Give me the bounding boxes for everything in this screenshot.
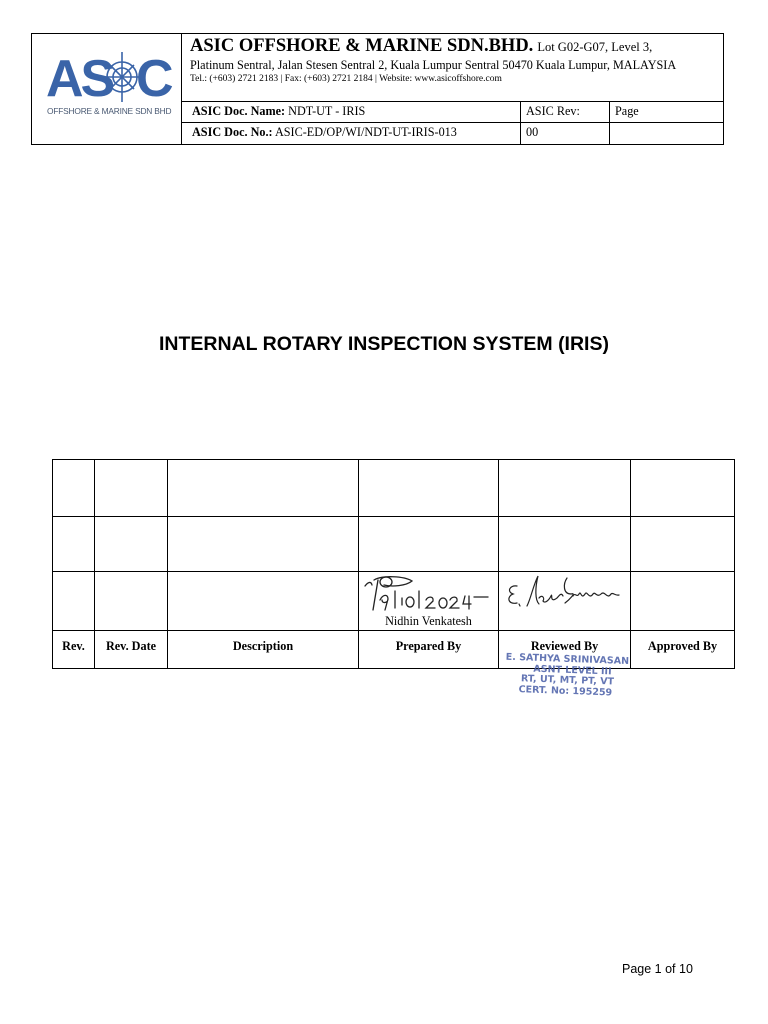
stamp-line: CERT. No: 195259 <box>518 683 613 698</box>
table-cell <box>53 572 95 631</box>
table-cell <box>95 517 168 572</box>
col-header-approved-by: Approved By <box>631 631 735 669</box>
col-header-prepared-by: Prepared By <box>359 631 499 669</box>
table-cell <box>168 517 359 572</box>
table-cell <box>53 460 95 517</box>
header-divider <box>609 101 610 144</box>
rev-value: 00 <box>526 125 539 139</box>
table-cell <box>95 460 168 517</box>
doc-no-field <box>192 125 457 140</box>
doc-name-field <box>192 104 365 119</box>
table-cell <box>631 572 735 631</box>
table-cell <box>499 460 631 517</box>
doc-no-value: ASIC-ED/OP/WI/NDT-UT-IRIS-013 <box>274 125 457 139</box>
table-cell <box>631 517 735 572</box>
header-divider <box>182 122 723 123</box>
table-cell <box>631 460 735 517</box>
address-line1: Lot G02-G07, Level 3, <box>537 40 653 54</box>
asic-logo-icon <box>44 44 174 106</box>
col-header-description: Description <box>168 631 359 669</box>
prepared-by-name: Nidhin Venkatesh <box>385 614 472 628</box>
document-header <box>31 33 724 145</box>
page-label: Page <box>615 104 639 118</box>
header-divider <box>520 101 521 144</box>
header-divider <box>182 101 723 102</box>
stamp-line: ASNT LEVEL III <box>533 663 612 677</box>
company-name: ASIC OFFSHORE & MARINE SDN.BHD. <box>190 36 534 56</box>
table-cell <box>168 572 359 631</box>
doc-name-label: ASIC Doc. Name: <box>192 104 286 118</box>
revision-table <box>52 459 735 669</box>
col-header-rev: Rev. <box>53 631 95 669</box>
page-number: Page 1 of 10 <box>622 962 693 976</box>
table-row <box>53 460 735 517</box>
col-header-reviewed-by: Reviewed By <box>499 631 631 669</box>
logo-tagline: OFFSHORE & MARINE SDN BHD <box>47 106 172 116</box>
company-logo <box>32 34 182 144</box>
doc-name-value: NDT-UT - IRIS <box>288 104 366 118</box>
col-header-rev-date: Rev. Date <box>95 631 168 669</box>
stamp-line: E. SATHYA SRINIVASAN <box>505 651 630 668</box>
reviewed-by-signature <box>505 570 623 612</box>
doc-no-label: ASIC Doc. No.: <box>192 125 273 139</box>
address-line2: Platinum Sentral, Jalan Stesen Sentral 2, Kuala Lumpur Sentral 50470 Kuala Lumpur, MALAYSIA <box>190 58 677 72</box>
table-row <box>53 517 735 572</box>
logo-letters-as: AS <box>46 50 113 106</box>
stamp-line: RT, UT, MT, PT, VT <box>520 673 615 688</box>
table-cell <box>359 517 499 572</box>
table-cell <box>95 572 168 631</box>
rev-label: ASIC Rev: <box>526 104 580 118</box>
reviewer-stamp <box>504 653 638 708</box>
prepared-by-signature <box>362 572 490 614</box>
company-heading <box>190 36 720 57</box>
table-cell <box>499 517 631 572</box>
table-cell <box>359 460 499 517</box>
contact-line: Tel.: (+603) 2721 2183 | Fax: (+603) 2721 2184 | Website: www.asicoffshore.com <box>190 74 502 84</box>
document-title: INTERNAL ROTARY INSPECTION SYSTEM (IRIS) <box>159 333 609 355</box>
table-cell <box>53 517 95 572</box>
logo-letter-c: C <box>136 50 174 106</box>
table-cell <box>168 460 359 517</box>
